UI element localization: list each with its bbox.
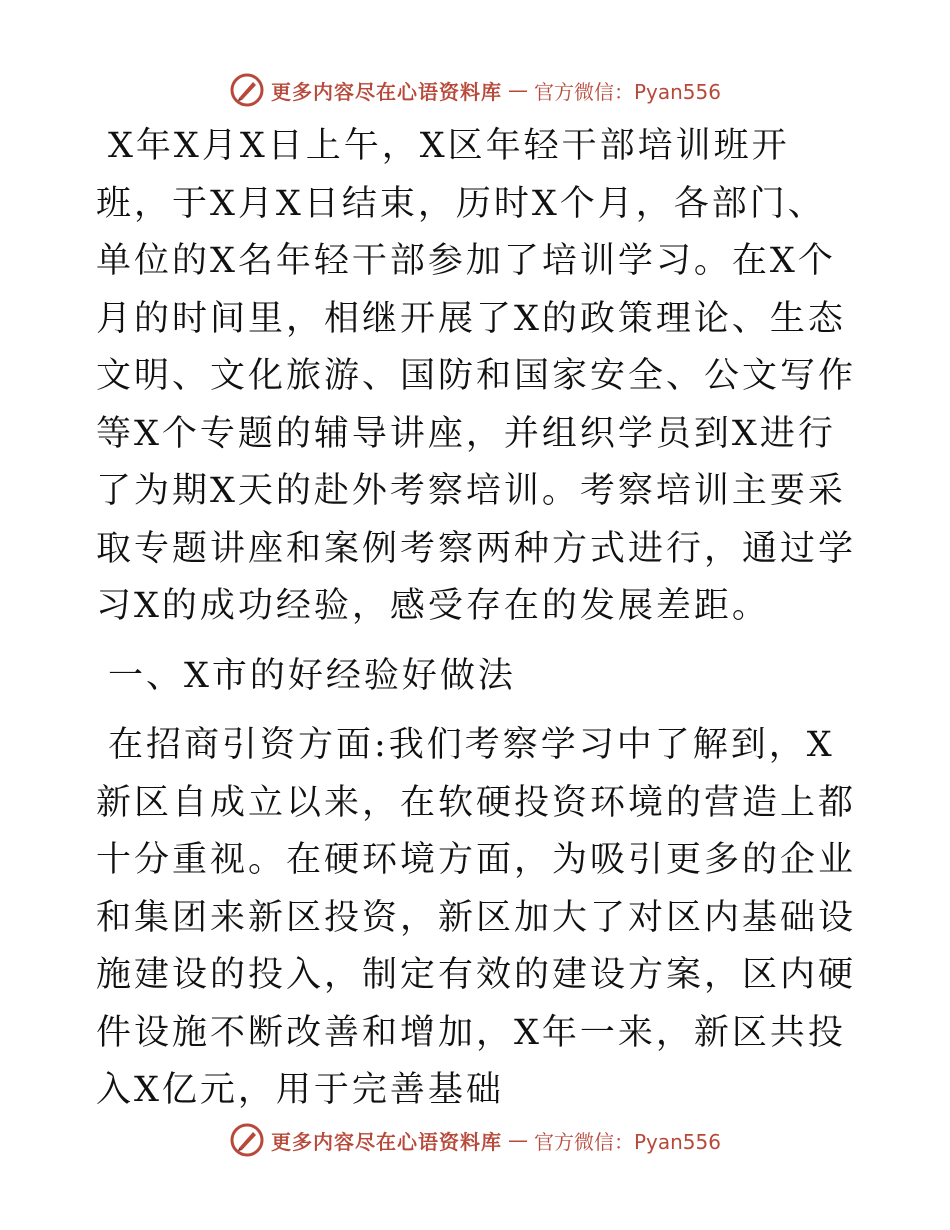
quill-pen-logo-icon (229, 72, 265, 108)
footer-separator: — (507, 1128, 528, 1152)
header-banner-inner (229, 72, 721, 108)
footer-wechat-text: 官方微信：Pyan556 (533, 1129, 721, 1154)
document-body (96, 118, 856, 1120)
section-heading: 一、X市的好经验好做法 (108, 655, 516, 696)
header-separator: — (507, 78, 528, 102)
investment-paragraph: 在招商引资方面:我们考察学习中了解到，X新区自成立以来，在软硬投资环境的营造上都十分重视。在硬环境方面，为吸引更多的企业和集团来新区投资，新区加大了对区内基础设施建设的投入，制定有效的建设方案，区内硬件设施不断改善和增加，X年一来，新区共投入X亿元，用于完善基础 (96, 725, 857, 1110)
intro-paragraph: X年X月X日上午，X区年轻干部培训班开班，于X月X日结束，历时X个月，各部门、单位的X名年轻干部参加了培训学习。在X个月的时间里，相继开展了X的政策理论、生态文明、文化旅游、国防和国家安全、公文写作等X个专题的辅导讲座，并组织学员到X进行了为期X天的赴外考察培训。考察培训主要采取专题讲座和案例考察两种方式进行，通过学习X的成功经验，感受存在的发展差距。 (96, 126, 857, 626)
header-watermark-banner (0, 70, 950, 110)
footer-site-text: 更多内容尽在心语资料库 (270, 1129, 502, 1154)
footer-watermark-banner (0, 1120, 950, 1160)
header-site-text: 更多内容尽在心语资料库 (270, 79, 502, 104)
footer-banner-inner (229, 1122, 721, 1158)
header-wechat-text: 官方微信：Pyan556 (533, 79, 721, 104)
quill-pen-logo-icon (229, 1122, 265, 1158)
